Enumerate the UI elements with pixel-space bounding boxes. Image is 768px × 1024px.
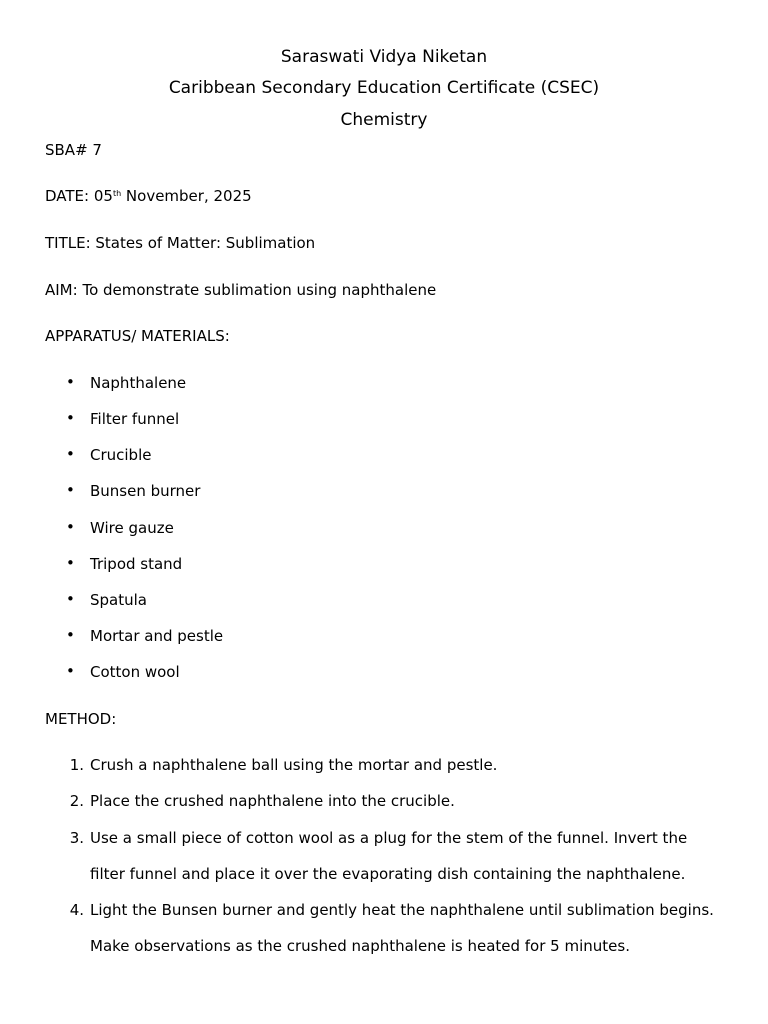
bullet-icon: •: [66, 590, 75, 608]
step-text-continued: Make observations as the crushed naphthalene is heated for 5 minutes.: [90, 937, 630, 955]
step-number: 4.: [69, 901, 84, 919]
step-number: 2.: [69, 792, 84, 810]
list-item-text: Cotton wool: [90, 663, 180, 681]
program-name: Caribbean Secondary Education Certificate (CSEC): [168, 78, 600, 98]
step-text-continued: filter funnel and place it over the evaporating dish containing the naphthalene.: [90, 865, 686, 883]
step-text: Crush a naphthalene ball using the mortar and pestle.: [90, 756, 498, 774]
title-line: TITLE: States of Matter: Sublimation: [45, 234, 316, 252]
list-item-text: Naphthalene: [90, 374, 187, 392]
step-number: 1.: [69, 756, 84, 774]
bullet-icon: •: [66, 409, 75, 427]
list-item-text: Crucible: [90, 446, 152, 464]
bullet-icon: •: [66, 481, 75, 499]
bullet-icon: •: [66, 445, 75, 463]
step-number: 3.: [69, 829, 84, 847]
date-line: [45, 186, 252, 206]
list-item-text: Filter funnel: [90, 410, 180, 428]
school-name: Saraswati Vidya Niketan: [280, 47, 488, 67]
step-text: Use a small piece of cotton wool as a plug for the stem of the funnel. Invert the: [90, 829, 688, 847]
bullet-icon: •: [66, 518, 75, 536]
sba-number: SBA# 7: [45, 141, 102, 159]
list-item-text: Mortar and pestle: [90, 627, 224, 645]
date-prefix: DATE: 05: [45, 187, 113, 205]
list-item-text: Tripod stand: [90, 555, 183, 573]
bullet-icon: •: [66, 554, 75, 572]
step-text: Place the crushed naphthalene into the crucible.: [90, 792, 455, 810]
bullet-icon: •: [66, 373, 75, 391]
subject-name: Chemistry: [340, 110, 428, 130]
aim-line: AIM: To demonstrate sublimation using naphthalene: [45, 281, 437, 299]
list-item-text: Bunsen burner: [90, 482, 201, 500]
method-heading: METHOD:: [45, 710, 117, 728]
bullet-icon: •: [66, 626, 75, 644]
date-rest: November, 2025: [121, 187, 252, 205]
step-text: Light the Bunsen burner and gently heat the naphthalene until sublimation begins.: [90, 901, 714, 919]
apparatus-heading: APPARATUS/ MATERIALS:: [45, 327, 230, 345]
list-item-text: Wire gauze: [90, 519, 174, 537]
list-item-text: Spatula: [90, 591, 147, 609]
date-ordinal-suffix: th: [112, 189, 122, 198]
bullet-icon: •: [66, 662, 75, 680]
